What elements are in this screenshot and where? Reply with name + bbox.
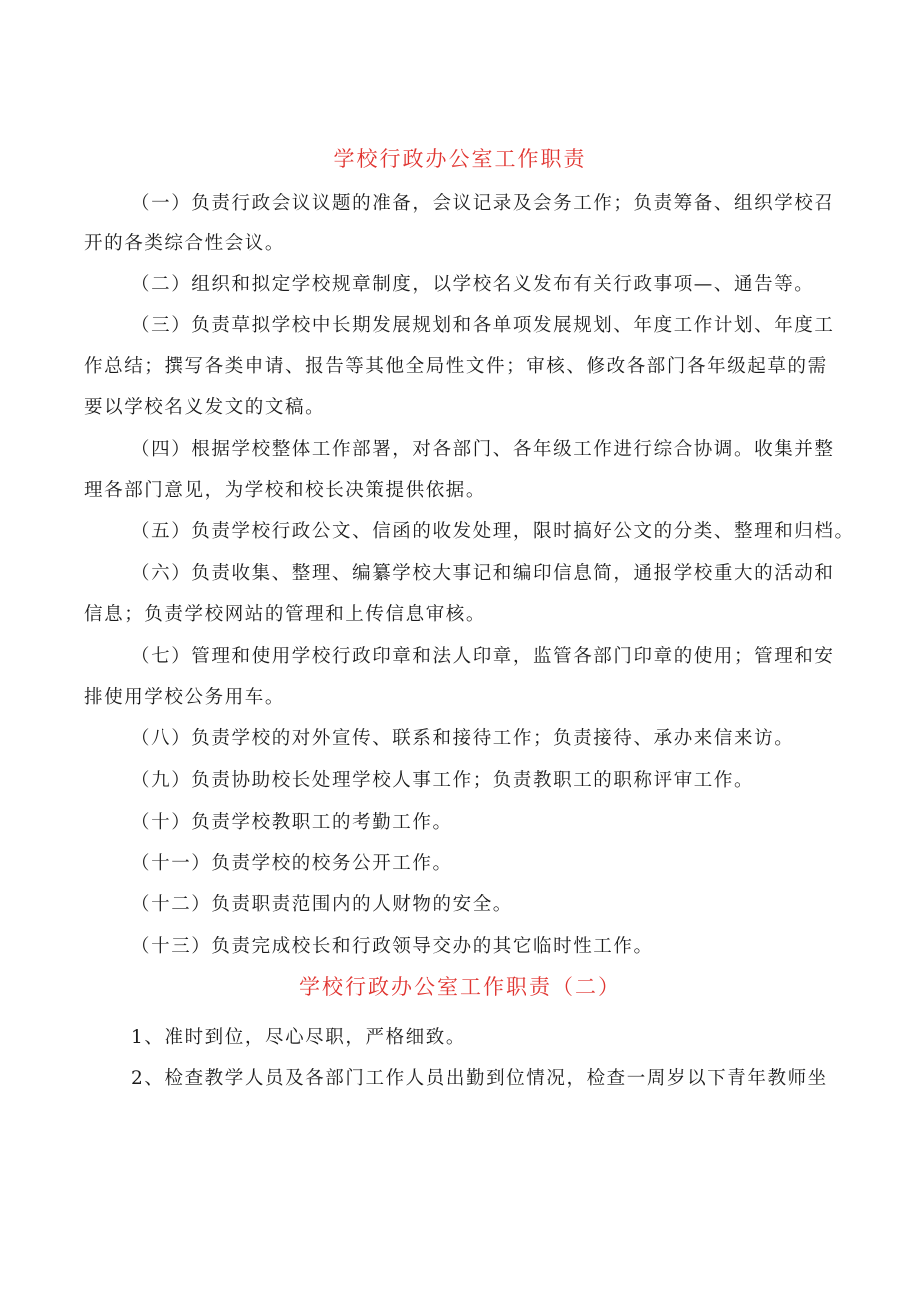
paragraph-line: （一）负责行政会议议题的准备，会议记录及会务工作；负责筹备、组织学校召 bbox=[131, 193, 835, 214]
paragraph-line: （十二）负责职责范围内的人财物的安全。 bbox=[131, 894, 513, 915]
paragraph-line: 开的各类综合性会议。 bbox=[84, 233, 286, 254]
paragraph-line: （十三）负责完成校长和行政领导交办的其它临时性工作。 bbox=[131, 936, 654, 957]
paragraph-line: 信息；负责学校网站的管理和上传信息审核。 bbox=[84, 604, 487, 625]
paragraph-line: （九）负责协助校长处理学校人事工作；负责教职工的职称评审工作。 bbox=[131, 770, 755, 791]
paragraph-line: 理各部门意见，为学校和校长决策提供依据。 bbox=[84, 480, 487, 501]
paragraph-line: 2、检查教学人员及各部门工作人员出勤到位情况，检查一周岁以下青年教师坐 bbox=[131, 1068, 828, 1089]
document-title: 学校行政办公室工作职责 bbox=[333, 147, 587, 171]
paragraph-line: 排使用学校公务用车。 bbox=[84, 687, 286, 708]
paragraph-line: （七）管理和使用学校行政印章和法人印章，监管各部门印章的使用；管理和安 bbox=[131, 646, 835, 667]
paragraph-line: （十一）负责学校的校务公开工作。 bbox=[131, 853, 453, 874]
paragraph-line: （三）负责草拟学校中长期发展规划和各单项发展规划、年度工作计划、年度工 bbox=[131, 315, 835, 336]
section-title: 学校行政办公室工作职责（二） bbox=[299, 975, 621, 999]
paragraph-line: （十）负责学校教职工的考勤工作。 bbox=[131, 812, 453, 833]
paragraph-line: （四）根据学校整体工作部署，对各部门、各年级工作进行综合协调。收集并整 bbox=[131, 439, 835, 460]
paragraph-line: 要以学校名义发文的文稿。 bbox=[84, 397, 326, 418]
paragraph-line: （八）负责学校的对外宣传、联系和接待工作；负责接待、承办来信来访。 bbox=[131, 728, 795, 749]
paragraph-line: （二）组织和拟定学校规章制度，以学校名义发布有关行政事项—、通告等。 bbox=[131, 274, 815, 295]
paragraph-line: （五）负责学校行政公文、信函的收发处理，限时搞好公文的分类、整理和归档。 bbox=[131, 521, 855, 542]
paragraph-line: 作总结；撰写各类申请、报告等其他全局性文件；审核、修改各部门各年级起草的需 bbox=[84, 356, 828, 377]
paragraph-line: 1、准时到位，尽心尽职，严格细致。 bbox=[131, 1027, 466, 1048]
paragraph-line: （六）负责收集、整理、编纂学校大事记和编印信息简，通报学校重大的活动和 bbox=[131, 563, 835, 584]
